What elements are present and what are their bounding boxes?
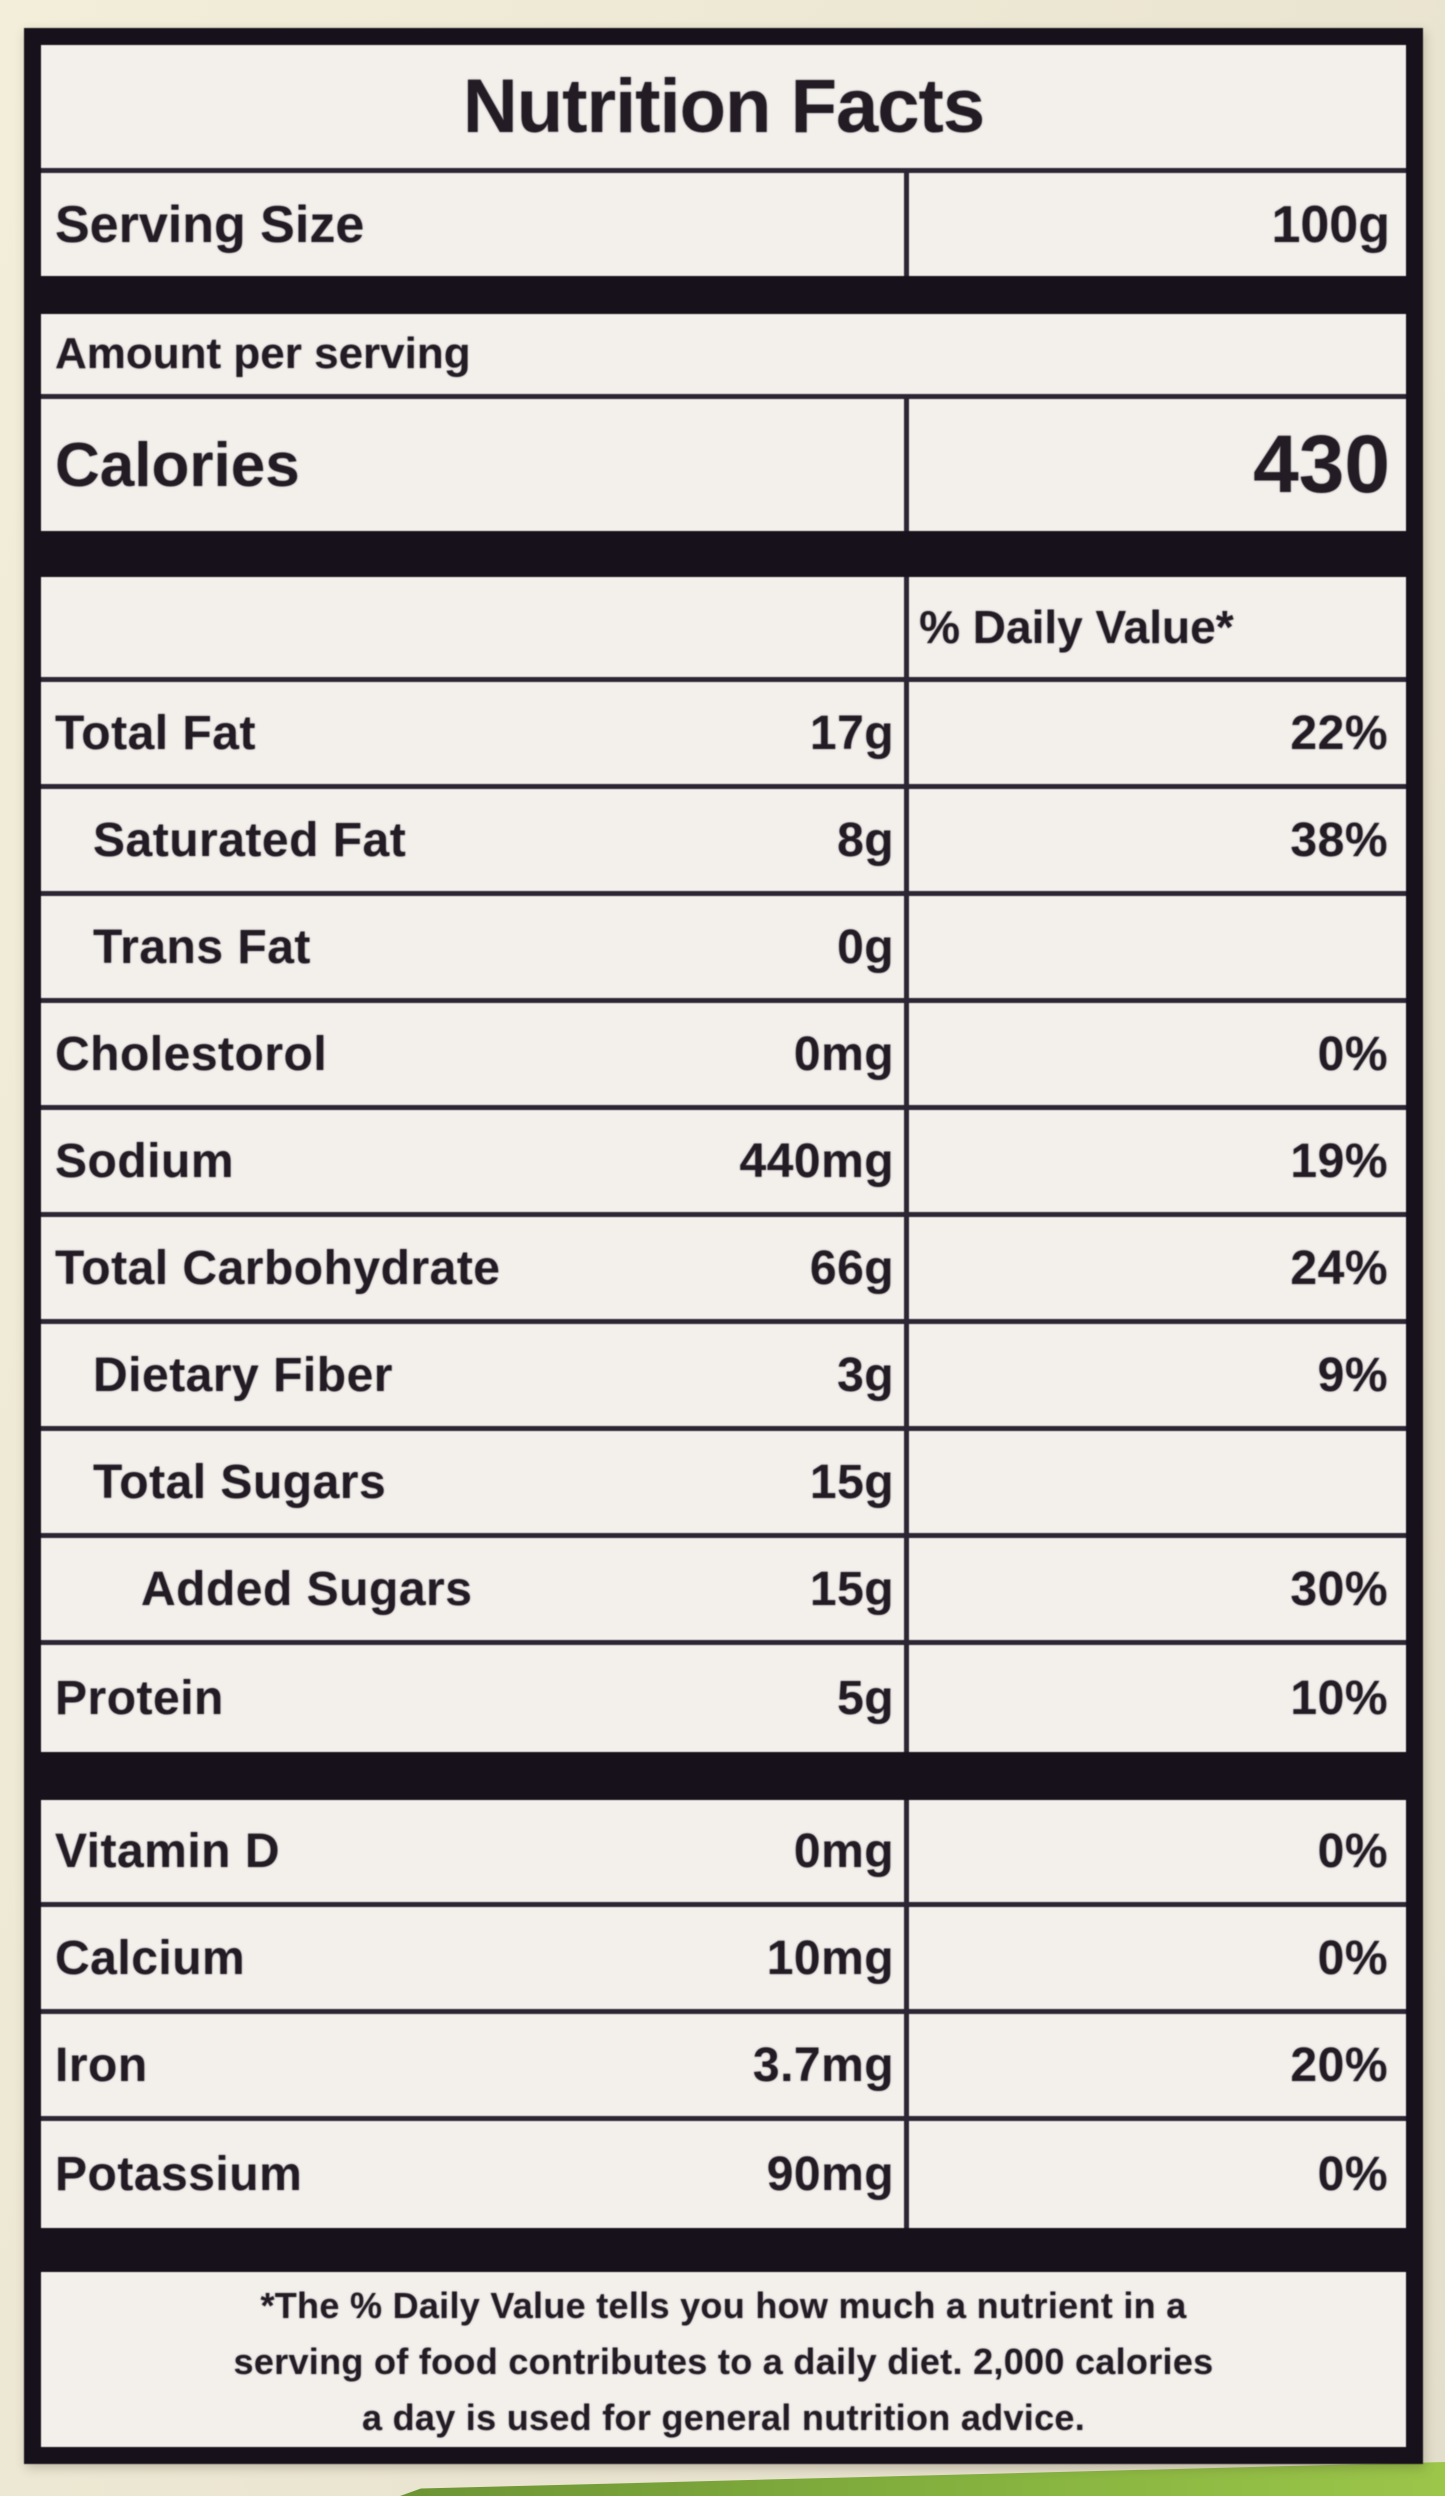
nutrient-label: Potassium: [55, 2148, 303, 2201]
nutrient-row: [41, 789, 1406, 896]
nutrient-amount: 0g: [837, 920, 895, 974]
footnote: [41, 2272, 1406, 2456]
nutrient-daily-value: 30%: [1290, 1562, 1388, 1616]
footnote-line: a day is used for general nutrition advice.: [361, 2397, 1086, 2438]
nutrient-label: Total Sugars: [93, 1455, 387, 1509]
serving-size-row: [41, 173, 1406, 276]
nutrient-row: [41, 1538, 1406, 1645]
label-title: Nutrition Facts: [462, 64, 985, 149]
calories-label: Calories: [55, 430, 300, 500]
nutrient-amount: 0mg: [793, 1824, 895, 1878]
nutrient-daily-value: 20%: [1290, 2038, 1388, 2092]
serving-size-value: 100g: [1271, 195, 1390, 254]
nutrient-row: [41, 1003, 1406, 1110]
nutrient-label: Saturated Fat: [93, 813, 407, 867]
nutrient-daily-value: 0%: [1317, 2148, 1388, 2201]
nutrient-amount: 8g: [837, 813, 895, 867]
nutrient-daily-value: 38%: [1290, 813, 1388, 867]
nutrient-amount: 90mg: [766, 2148, 895, 2201]
calories-value: 430: [1253, 419, 1390, 510]
nutrient-amount: 66g: [809, 1241, 895, 1295]
nutrition-label: [24, 28, 1423, 2464]
section-divider: [41, 531, 1406, 577]
nutrient-daily-value: 9%: [1317, 1348, 1388, 1402]
nutrient-label: Sodium: [55, 1134, 234, 1188]
nutrient-label: Cholestorol: [55, 1027, 328, 1081]
footnote-line: serving of food contributes to a daily diet. 2,000 calories: [233, 2341, 1214, 2382]
footnote-line: *The % Daily Value tells you how much a nutrient in a: [260, 2285, 1187, 2326]
nutrient-daily-value: 10%: [1290, 1672, 1388, 1725]
amount-per-serving-label: Amount per serving: [55, 329, 471, 378]
nutrient-label: Total Carbohydrate: [55, 1241, 501, 1295]
nutrient-amount: 17g: [809, 706, 895, 760]
nutrient-amount: 10mg: [766, 1931, 895, 1985]
label-header: [41, 45, 1406, 173]
nutrient-daily-value: 0%: [1317, 1824, 1388, 1878]
nutrient-label: Added Sugars: [141, 1562, 473, 1616]
section-divider: [41, 2228, 1406, 2272]
micronutrient-row: [41, 1800, 1406, 1907]
nutrient-label: Trans Fat: [93, 920, 311, 974]
calories-row: [41, 399, 1406, 531]
nutrient-row: [41, 1431, 1406, 1538]
nutrient-label: Vitamin D: [55, 1824, 280, 1878]
nutrient-daily-value: 19%: [1290, 1134, 1388, 1188]
serving-size-label: Serving Size: [55, 195, 365, 254]
amount-per-serving-row: [41, 314, 1406, 399]
nutrient-label: Calcium: [55, 1931, 246, 1985]
nutrient-label: Iron: [55, 2038, 148, 2092]
section-divider: [41, 276, 1406, 314]
nutrient-daily-value: 22%: [1290, 706, 1388, 760]
micronutrient-row: [41, 2014, 1406, 2121]
nutrient-amount: 5g: [837, 1672, 895, 1725]
nutrient-row: [41, 896, 1406, 1003]
nutrient-amount: 3.7mg: [752, 2038, 895, 2092]
nutrient-row: [41, 1110, 1406, 1217]
nutrient-row: [41, 1645, 1406, 1752]
nutrient-row: [41, 682, 1406, 789]
nutrient-row: [41, 1217, 1406, 1324]
nutrient-label: Protein: [55, 1672, 224, 1725]
daily-value-header: % Daily Value*: [919, 601, 1234, 653]
daily-value-header-row: [41, 577, 1406, 682]
nutrient-amount: 3g: [837, 1348, 895, 1402]
nutrient-amount: 0mg: [793, 1027, 895, 1081]
nutrient-row: [41, 1324, 1406, 1431]
nutrient-label: Total Fat: [55, 706, 256, 760]
section-divider: [41, 1752, 1406, 1800]
micronutrient-row: [41, 2121, 1406, 2228]
nutrient-daily-value: 0%: [1317, 1931, 1388, 1985]
nutrient-daily-value: 24%: [1290, 1241, 1388, 1295]
micronutrient-row: [41, 1907, 1406, 2014]
nutrient-label: Dietary Fiber: [93, 1348, 393, 1402]
nutrient-amount: 15g: [809, 1455, 895, 1509]
nutrient-daily-value: 0%: [1317, 1027, 1388, 1081]
green-surface: [400, 2462, 1445, 2496]
nutrient-amount: 15g: [809, 1562, 895, 1616]
nutrient-amount: 440mg: [739, 1134, 895, 1188]
